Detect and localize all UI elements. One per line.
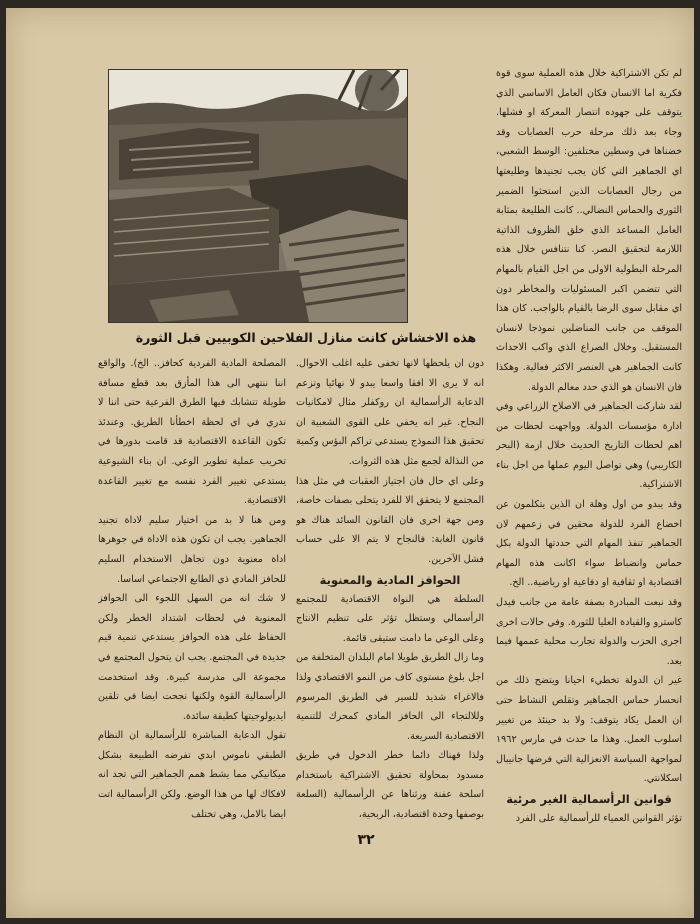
- right-paragraph: غير ان الدولة تخطيء احيانا ويتضح ذلك من انحسار حماس الجماهير وتقلص النشاط حتى ان العمل يكاد يتوقف: ولا بد حينئذ من تغيير اسلوب العمل. وهذا ما حدث في مارس ١٩٦٢ لمواجهة السياسة الانعزالية التي فرضها جانيبال اسكلانتي.: [496, 675, 682, 785]
- middle-paragraph: ولذا فهناك دائما خطر الدخول في طريق مسدود بمحاولة تحقيق الاشتراكية باستخدام اسلحة عفنة ورثناها عن الرأسمالية (السلعة بوصفها وحدة اقتصادية، الربحية،: [296, 750, 484, 821]
- middle-paragraph: دون ان يلحظها لانها تخفى عليه اغلب الاحوال. انه لا يرى الا افقا واسعا يبدو لا نهائيا وتزعم الدعاية الرأسمالية ان روكفلر مثال لامكانيات النجاح. غير انه يخفي على القوى الشعبية ان تحقيق هذا النموذج يستدعي تراكم البؤس وكمية من النذالة لجمع مثل هذه الثروات.: [296, 358, 484, 467]
- section-heading-invisible-laws: قوانين الرأسمالية الغير مرئية: [506, 791, 672, 806]
- left-paragraph: لا شك انه من السهل اللجوء الى الحوافز المعنوية في لحظات اشتداد الخطر ولكن الحفاظ على هذه الحوافز يستدعي تنمية قيم جديدة في المجتمع. يجب ان يتحول المجتمع في مجموعة الى مدرسة كبيرة. وقد استخدمت الرأسمالية القوة ولكنها نجحت ايضا في تلقين ايديولوجيتها كطبقة سائدة.: [98, 593, 286, 722]
- middle-paragraph: وما زال الطريق طويلا امام البلدان المتخلفة من اجل بلوغ مستوى كاف من النمو الاقتصادي ولذا فالاغراء شديد للسير في الطريق المرسوم وللالتجاء الى الحافز المادي كمحرك للتنمية الاقتصادية السريعة.: [296, 652, 484, 742]
- left-paragraph: ومن هنا لا بد من اختيار سليم لاداة تجنيد الجماهير. يجب ان تكون هذه الاداة في جوهرها اداة معنوية دون تجاهل الاستخدام السليم للحافز المادي ذي الطابع الاجتماعي اساسا.: [98, 514, 286, 585]
- right-paragraph: وقد نبعت المبادرة بصفة عامة من جانب فيدل كاسترو والقيادة العليا للثورة. وفي حالات اخرى اجرى الحزب والدولة تجارب محلية عممها فيما بعد.: [496, 597, 682, 667]
- page-number: ٣٢: [357, 832, 375, 848]
- left-paragraph: تقول الدعاية المباشرة للرأسمالية ان النظام الطبقي ناموس ابدي تفرضه الطبيعة بشكل ميكانيكي مما يشط همم الجماهير التي تجد انه لافكاك لها من هذا الوضع. ولكن الرأسمالية اتت ايضا بالامل، وهي تختلف: [98, 730, 286, 820]
- middle-paragraph: السلطة هي النواة الاقتصادية للمجتمع الرأسمالي وستظل تؤثر على تنظيم الانتاج وعلى الوعي ما دامت ستيقى قائمة.: [296, 593, 484, 644]
- right-column: [496, 64, 682, 828]
- right-closing-line: تؤثر القوانين العمياء للرأسمالية على الفرد: [515, 812, 682, 824]
- left-column: [98, 354, 286, 828]
- right-paragraph: لقد شاركت الجماهير في الاصلاح الزراعي وفي ادارة مؤسسات الدولة. وواجهت لحظات من اهم لحظات التاريخ الحديث خلال ازمة (البحر الكاريبي) وهي تواصل اليوم عملها من اجل بناء الاشتراكية.: [496, 401, 682, 491]
- cuban-huts-photo: [108, 69, 408, 323]
- left-paragraph: المصلحة المادية الفردية كحافز.. الخ). والواقع اننا ننتهي الى هذا المأزق بعد قطع مسافة طويلة تتشابك فيها الطرق الفرعية حتى اننا لا ندري في اي لحظة اخطأنا الطريق. وعندئذ تكون القاعدة الاقتصادية قد قامت بدورها في تخريب عملية تطوير الوعي. ان بناء الشيوعية يستدعي تغيير الفرد نفسه مع تغيير القاعدة الاقتصادية.: [98, 358, 286, 507]
- magazine-page: [6, 8, 694, 918]
- right-paragraph: وقد يبدو من اول وهلة ان الذين يتكلمون عن اخضاع الفرد للدولة محقين في زعمهم لان الجماهير تنفذ المهام التي حددتها الدولة بكل حماس وانضباط سواء اكانت هذه المهام اقتصادية او ثقافية او دفاعية او رياضية.. الخ.: [496, 499, 682, 589]
- middle-paragraph: وعلى اي حال فان اجتياز العقبات في مثل هذا المجتمع لا يتحقق الا للفرد يتحلى بصفات خاصة، ومن جهة اخرى فان القانون السائد هناك هو قانون الغابة: فالنجاح لا يتم الا على حساب فشل الآخرين.: [296, 475, 484, 565]
- photo-caption: هذه الاخشاش كانت منازل الفلاحين الكوبيين قبل الثورة: [135, 330, 477, 345]
- right-paragraph: لم تكن الاشتراكية خلال هذه العملية سوى قوة فكرية اما الانسان فكان العامل الاساسي الذي يتوقف على جهوده انتصار المعركة او فشلها. وجاء بعد ذلك مرحلة حرب العصابات وقد خضناها في وسطين مختلفين: الوسط الشعبي، اي الجماهير التي كان يجب تجنيدها وطليعتها من رجال العصابات الذين استحثوا الضمير الثوري والحماس النضالي.. كانت الطليعة بمثابة العامل المساعد الذي خلق الظروف الذاتية اللازمة لتحقيق النصر. كنا نتنافس خلال هذه المرحلة البطولية الاولى من اجل القيام بالمهام التي تتضمن اكبر المسئوليات والمخاطر دون اي مقابل سوى الرضا بالقيام بالواجب. كان هذا الموقف من جانب المناضلين نموذجا لانسان المستقبل. وخلال الصراع الذي واكب الاحداث كانت الجماهير هي العنصر الاكثر فعالية. وهكذا فان الانسان هو الذي حدد معالم الدولة.: [496, 68, 682, 393]
- middle-column: [296, 354, 484, 828]
- section-heading-incentives: الحوافز المادية والمعنوية: [319, 572, 461, 587]
